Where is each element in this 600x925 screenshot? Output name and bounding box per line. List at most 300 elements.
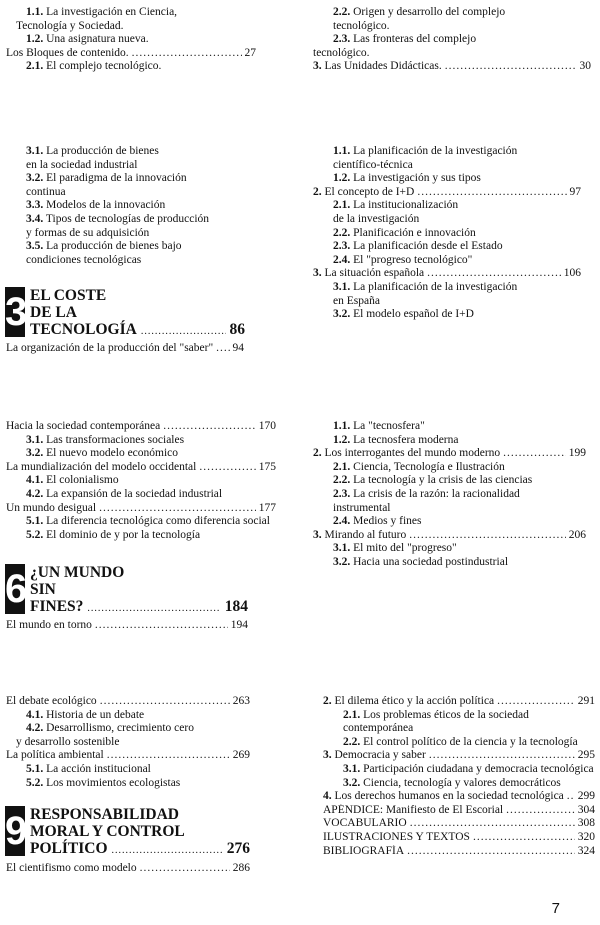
toc-entry [6, 488, 276, 502]
chapter-6-title [30, 564, 248, 617]
toc-entry-number: 3.2. [333, 555, 351, 568]
toc-entry [313, 488, 586, 502]
toc-entry-page: 199 [568, 447, 586, 460]
toc-entry [313, 254, 581, 268]
toc-entry-title: El paradigma de la innovación [46, 172, 187, 185]
toc-entry-text [26, 33, 149, 47]
toc-entry [323, 790, 595, 804]
toc-entry [6, 145, 256, 159]
leader-dots [112, 842, 223, 859]
toc-entry-number: 2.3. [333, 240, 351, 253]
toc-entry-text [323, 831, 470, 845]
toc-entry [6, 722, 250, 736]
toc-entry [6, 240, 256, 254]
toc-entry-text [26, 199, 165, 213]
leader-dots [99, 502, 256, 516]
toc-entry-title: La tecnosfera moderna [353, 433, 459, 446]
toc-entry-text [6, 420, 160, 434]
toc-entry-text [26, 60, 161, 74]
toc-entry-number: 4. [323, 790, 332, 803]
toc-entry-title: La institucionalización [353, 199, 459, 212]
toc-entry-title: El cientifismo como modelo [6, 862, 137, 874]
toc-entry [6, 862, 250, 876]
toc-entry-title: Hacia una sociedad postindustrial [353, 555, 509, 568]
toc-entry-title: El dilema ético y la acción política [334, 695, 495, 707]
chapter-9-page: 276 [226, 840, 250, 857]
toc-entry-title: La planificación desde el Estado [353, 240, 503, 253]
toc-entry [313, 556, 586, 570]
toc-entry-page: 299 [577, 790, 595, 803]
toc-entry-text [323, 845, 404, 859]
toc-entry [313, 33, 591, 47]
toc-entry-number: 3. [323, 749, 332, 762]
toc-entry-number: 1.2. [26, 33, 44, 46]
toc-entry-number: 2. [313, 185, 322, 198]
toc-entry-title: La producción de bienes bajo [46, 240, 182, 253]
toc-entry [313, 529, 586, 543]
toc-entry-title: tecnológico. [333, 19, 390, 32]
leader-dots [100, 695, 230, 709]
leader-dots [567, 790, 575, 804]
toc-entry-title: Hacia la sociedad contemporánea [6, 420, 161, 432]
toc-entry [313, 227, 581, 241]
toc-entry [313, 47, 591, 61]
toc-entry-text [333, 420, 425, 434]
chapter-3-number: 3 [5, 287, 25, 337]
toc-entry-title: El debate ecológico [6, 695, 97, 707]
toc-entry [313, 461, 586, 475]
toc-entry-title: El control político de la ciencia y la tecnología [363, 735, 578, 748]
leader-dots [410, 817, 575, 831]
toc-entry-page: 304 [577, 803, 595, 816]
toc-entry-text [26, 529, 200, 543]
toc-entry-text [26, 709, 144, 723]
toc-entry-text [26, 474, 119, 488]
toc-entry-title: Las Unidades Didácticas. [324, 60, 442, 73]
toc-entry [6, 186, 256, 200]
toc-entry-title: Los derechos humanos en la sociedad tecnológica [334, 790, 564, 803]
toc-entry [313, 515, 586, 529]
toc-entry-number: 3.4. [26, 212, 44, 225]
toc-entry-title: Los Bloques de contenido. [6, 46, 129, 59]
toc-entry-number: 2.3. [333, 487, 351, 500]
toc-entry [313, 281, 581, 295]
toc-entry-page: 324 [577, 844, 595, 857]
toc-entry-title: Ciencia, tecnología y valores democráticos [363, 776, 561, 789]
toc-entry-number: 1.1. [333, 145, 351, 157]
toc-entry-number: 2.4. [333, 253, 351, 266]
toc-entry-number: 5.1. [26, 515, 44, 528]
toc-entry-text [26, 447, 178, 461]
toc-entry-number: 2.2. [333, 474, 351, 487]
toc-entry-number: 5.2. [26, 528, 44, 541]
toc-block-5 [313, 145, 581, 322]
toc-entry [313, 267, 581, 281]
toc-entry-number: 2.1. [26, 60, 44, 73]
toc-entry [6, 529, 276, 543]
toc-entry-title: Mirando al futuro [324, 528, 407, 541]
toc-entry-title: Los interrogantes del mundo moderno [324, 447, 501, 460]
toc-entry [6, 695, 250, 709]
toc-entry-text [313, 267, 424, 281]
toc-entry [313, 199, 581, 213]
toc-entry-text [333, 33, 476, 47]
toc-entry-title: La crisis de la razón: la racionalidad [353, 487, 520, 500]
toc-entry-title: Historia de un debate [46, 708, 145, 721]
toc-entry-title: La investigación y sus tipos [353, 172, 481, 185]
toc-entry-number: 1.1. [333, 420, 351, 432]
leader-dots [132, 47, 242, 61]
toc-entry-title: científico-técnica [333, 158, 413, 171]
toc-entry-title: Tipos de tecnologías de producción [45, 212, 210, 225]
toc-entry-text [26, 6, 177, 20]
toc-entry [6, 20, 256, 34]
toc-entry [6, 461, 276, 475]
toc-entry [6, 172, 256, 186]
toc-entry [6, 213, 256, 227]
toc-entry-text [26, 145, 159, 159]
toc-entry-title: y desarrollo sostenible [16, 735, 120, 748]
toc-entry [6, 33, 256, 47]
toc-entry [6, 749, 250, 763]
toc-entry-number: 2.2. [333, 226, 351, 239]
toc-entry [313, 434, 586, 448]
toc-entry-title: condiciones tecnológicas [26, 253, 142, 266]
toc-entry-title: La situación española [324, 267, 425, 280]
toc-entry-page: 320 [577, 830, 595, 843]
toc-entry-text [343, 763, 594, 777]
toc-entry-title: El nuevo modelo económico [46, 447, 179, 460]
toc-entry-text [26, 722, 194, 736]
toc-entry-text [323, 817, 407, 831]
toc-block-4 [6, 342, 244, 356]
chapter-title-last: TECNOLOGÍA [30, 321, 137, 338]
toc-entry [6, 227, 256, 241]
toc-entry-text [313, 47, 370, 61]
toc-entry-text [6, 47, 129, 61]
toc-entry-text [323, 749, 426, 763]
toc-entry-title: VOCABULARIO [323, 817, 407, 830]
toc-entry-text [26, 515, 270, 529]
toc-entry [313, 60, 591, 74]
toc-entry-number: 3.1. [26, 145, 44, 157]
toc-entry-number: 2.1. [343, 708, 361, 721]
toc-entry [323, 777, 595, 791]
toc-entry-title: El "progreso tecnológico" [353, 253, 473, 266]
toc-entry-text [333, 159, 413, 173]
toc-entry-title: El complejo tecnológico. [46, 60, 162, 73]
toc-entry-page: 286 [232, 862, 250, 874]
toc-entry-title: Tecnología y Sociedad. [16, 19, 124, 32]
toc-entry-title: La mundialización del modelo occidental [6, 460, 197, 473]
toc-entry-number: 3.1. [333, 542, 351, 555]
toc-entry [6, 254, 256, 268]
chapter-title-line: SIN [30, 581, 56, 598]
toc-entry-text [26, 213, 209, 227]
toc-entry [6, 6, 256, 20]
toc-entry [323, 722, 595, 736]
toc-entry-title: Los problemas éticos de la sociedad [363, 708, 529, 721]
toc-entry-title: tecnológico. [313, 46, 370, 59]
toc-entry [313, 542, 586, 556]
toc-entry-title: La planificación de la investigación [353, 280, 518, 293]
toc-entry-text [6, 619, 92, 633]
toc-entry [313, 240, 581, 254]
toc-entry [323, 845, 595, 859]
toc-entry-text [323, 790, 564, 804]
toc-entry-number: 2.1. [333, 199, 351, 212]
toc-entry-number: 4.2. [26, 487, 44, 500]
toc-entry [313, 474, 586, 488]
toc-entry-text [26, 159, 137, 173]
toc-entry-number: 3. [313, 267, 322, 280]
toc-entry-page: 269 [232, 749, 250, 762]
leader-dots [427, 267, 561, 281]
toc-entry-number: 5.2. [26, 776, 44, 789]
chapter-title-line: MORAL Y CONTROL [30, 823, 185, 840]
leader-dots [407, 845, 575, 859]
toc-entry [6, 159, 256, 173]
toc-entry-title: La producción de bienes [46, 145, 159, 157]
toc-entry-text [333, 474, 532, 488]
toc-entry-text [26, 763, 151, 777]
chapter-3-page: 86 [229, 321, 245, 338]
toc-entry [6, 342, 244, 356]
toc-entry [313, 213, 581, 227]
toc-entry-title: de la investigación [333, 212, 420, 225]
toc-entry-text [333, 227, 476, 241]
toc-entry-text [333, 488, 520, 502]
toc-entry [323, 831, 595, 845]
toc-entry-title: instrumental [333, 501, 391, 514]
toc-entry-text [333, 434, 458, 448]
toc-block-10 [6, 862, 250, 876]
toc-entry-text [6, 502, 96, 516]
toc-entry-title: El mito del "progreso" [353, 542, 457, 555]
toc-entry-page: 295 [577, 749, 595, 762]
toc-entry-text [343, 736, 578, 750]
leader-dots [506, 804, 575, 818]
chapter-title-line: DE LA [30, 304, 77, 321]
toc-entry-title: La acción institucional [46, 762, 151, 775]
toc-entry-page: 97 [569, 185, 581, 198]
toc-entry-title: La "tecnosfera" [353, 420, 425, 432]
leader-dots [503, 447, 566, 461]
chapter-title-line [30, 321, 245, 340]
toc-entry-number: 3.3. [26, 199, 44, 212]
toc-entry-text [333, 281, 517, 295]
toc-entry-text [16, 20, 123, 34]
toc-entry-text [343, 722, 413, 736]
toc-entry-title: Planificación e innovación [353, 226, 476, 239]
toc-entry-number: 2. [313, 447, 322, 460]
toc-entry-title: La tecnología y la crisis de las ciencias [353, 474, 533, 487]
toc-entry-text [333, 542, 457, 556]
toc-entry-number: 3.5. [26, 240, 44, 253]
toc-entry [323, 817, 595, 831]
leader-dots [445, 60, 577, 74]
toc-entry-title: ILUSTRACIONES Y TEXTOS [323, 830, 470, 843]
toc-entry-title: El concepto de I+D [324, 185, 415, 198]
toc-entry [313, 308, 581, 322]
toc-entry-number: 3.1. [26, 433, 44, 446]
toc-entry-number: 2.2. [333, 6, 351, 18]
leader-dots [473, 831, 575, 845]
toc-entry-title: continua [26, 185, 66, 198]
chapter-9-title [30, 806, 250, 859]
leader-dots [140, 862, 230, 876]
toc-entry [313, 6, 591, 20]
toc-entry-number: 3. [313, 528, 322, 541]
toc-block-8 [313, 420, 586, 570]
toc-block-7 [6, 619, 248, 633]
toc-entry-page: 291 [577, 695, 595, 707]
leader-dots [141, 323, 226, 340]
toc-entry-number: 2.4. [333, 515, 351, 528]
toc-entry-title: Los movimientos ecologistas [46, 776, 181, 789]
leader-dots [409, 529, 565, 543]
toc-block-2 [313, 6, 591, 74]
toc-entry-text [333, 199, 458, 213]
toc-entry-text [333, 308, 474, 322]
toc-entry-number: 3.2. [333, 308, 351, 321]
leader-dots [417, 186, 566, 200]
toc-entry-text [313, 447, 500, 461]
toc-entry-title: Las transformaciones sociales [46, 433, 185, 446]
toc-entry-number: 3. [313, 60, 322, 73]
toc-entry [323, 709, 595, 723]
toc-entry-title: Modelos de la innovación [46, 199, 166, 212]
toc-entry-title: El mundo en torno [6, 619, 92, 631]
toc-entry-number: 3.2. [343, 776, 361, 789]
toc-entry-number: 4.1. [26, 708, 44, 721]
toc-entry-number: 3.2. [26, 172, 44, 185]
toc-entry-text [26, 186, 66, 200]
toc-entry [323, 695, 595, 709]
toc-entry [6, 709, 250, 723]
toc-entry [313, 420, 586, 434]
toc-entry-text [6, 342, 213, 356]
toc-entry-text [323, 695, 494, 709]
leader-dots [216, 342, 229, 356]
toc-entry [6, 199, 256, 213]
toc-entry-title: en España [333, 294, 380, 307]
toc-entry-page: 170 [258, 420, 276, 432]
toc-entry-text [26, 254, 141, 268]
toc-entry [313, 159, 581, 173]
toc-entry-title: Democracia y saber [334, 749, 426, 762]
toc-entry-text [333, 461, 505, 475]
toc-entry-text [333, 6, 505, 20]
toc-entry-title: La política ambiental [6, 749, 104, 762]
toc-entry-title: Un mundo desigual [6, 501, 97, 514]
page-number: 7 [551, 900, 560, 917]
toc-entry-page: 263 [232, 695, 250, 707]
toc-entry-number: 1.2. [333, 433, 351, 446]
toc-entry [313, 186, 581, 200]
toc-entry-text [26, 777, 180, 791]
toc-entry [6, 434, 276, 448]
toc-entry-number: 2.2. [343, 735, 361, 748]
toc-entry-text [6, 862, 137, 876]
toc-entry-title: La investigación en Ciencia, [46, 6, 178, 18]
toc-entry [313, 145, 581, 159]
toc-entry [313, 20, 591, 34]
toc-block-6 [6, 420, 276, 542]
toc-entry-page: 308 [577, 817, 595, 830]
toc-entry-text [333, 502, 391, 516]
toc-entry [6, 60, 256, 74]
toc-entry [6, 502, 276, 516]
toc-entry-number: 3.1. [333, 280, 351, 293]
toc-entry-title: El dominio de y por la tecnología [46, 528, 201, 541]
leader-dots [497, 695, 575, 709]
toc-entry-text [26, 488, 222, 502]
toc-entry-text [333, 240, 503, 254]
toc-entry-text [26, 172, 187, 186]
toc-entry-text [313, 186, 414, 200]
toc-entry-page: 206 [568, 528, 586, 541]
toc-entry-text [333, 213, 419, 227]
toc-block-11 [323, 695, 595, 858]
leader-dots [107, 749, 230, 763]
chapter-title-line: RESPONSABILIDAD [30, 806, 180, 823]
toc-entry-number: 3.2. [26, 447, 44, 460]
toc-entry-text [343, 777, 561, 791]
toc-entry [6, 515, 276, 529]
toc-entry-text [323, 804, 503, 818]
toc-entry-text [313, 60, 442, 74]
chapter-title-line: EL COSTE [30, 287, 107, 304]
toc-entry-title: Origen y desarrollo del complejo [353, 6, 506, 18]
toc-entry [313, 295, 581, 309]
toc-entry-text [6, 749, 104, 763]
toc-entry-text [6, 461, 196, 475]
toc-entry-number: 1.2. [333, 172, 351, 185]
toc-entry-number: 4.2. [26, 722, 44, 735]
toc-entry [6, 736, 250, 750]
toc-entry-title: APÉNDICE: Manifiesto de El Escorial [323, 803, 504, 816]
toc-entry-title: Una asignatura nueva. [46, 33, 149, 46]
toc-entry-text [6, 695, 97, 709]
toc-block-3 [6, 145, 256, 267]
toc-entry [6, 619, 248, 633]
toc-entry [323, 736, 595, 750]
toc-entry-text [333, 515, 421, 529]
toc-entry-text [313, 529, 406, 543]
toc-entry [323, 804, 595, 818]
toc-entry [323, 763, 595, 777]
toc-entry-title: El modelo español de I+D [353, 308, 474, 321]
chapter-6-page: 184 [224, 598, 248, 615]
toc-entry-title: Participación ciudadana y democracia tecnológica [363, 762, 594, 775]
toc-entry [6, 420, 276, 434]
chapter-title-line [30, 598, 248, 617]
toc-entry-page: 106 [563, 267, 581, 280]
toc-entry-text [333, 145, 517, 159]
chapter-title-last: POLÍTICO [30, 840, 108, 857]
toc-entry [6, 777, 250, 791]
toc-entry-text [26, 227, 149, 241]
toc-entry-title: Ciencia, Tecnología e Ilustración [353, 460, 505, 473]
toc-entry-page: 27 [244, 46, 256, 59]
toc-entry-title: Las fronteras del complejo [353, 33, 477, 46]
leader-dots [199, 461, 255, 475]
toc-entry-text [26, 240, 182, 254]
toc-entry [6, 447, 276, 461]
toc-entry-title: La planificación de la investigación [353, 145, 518, 157]
toc-entry-page: 94 [232, 342, 244, 354]
